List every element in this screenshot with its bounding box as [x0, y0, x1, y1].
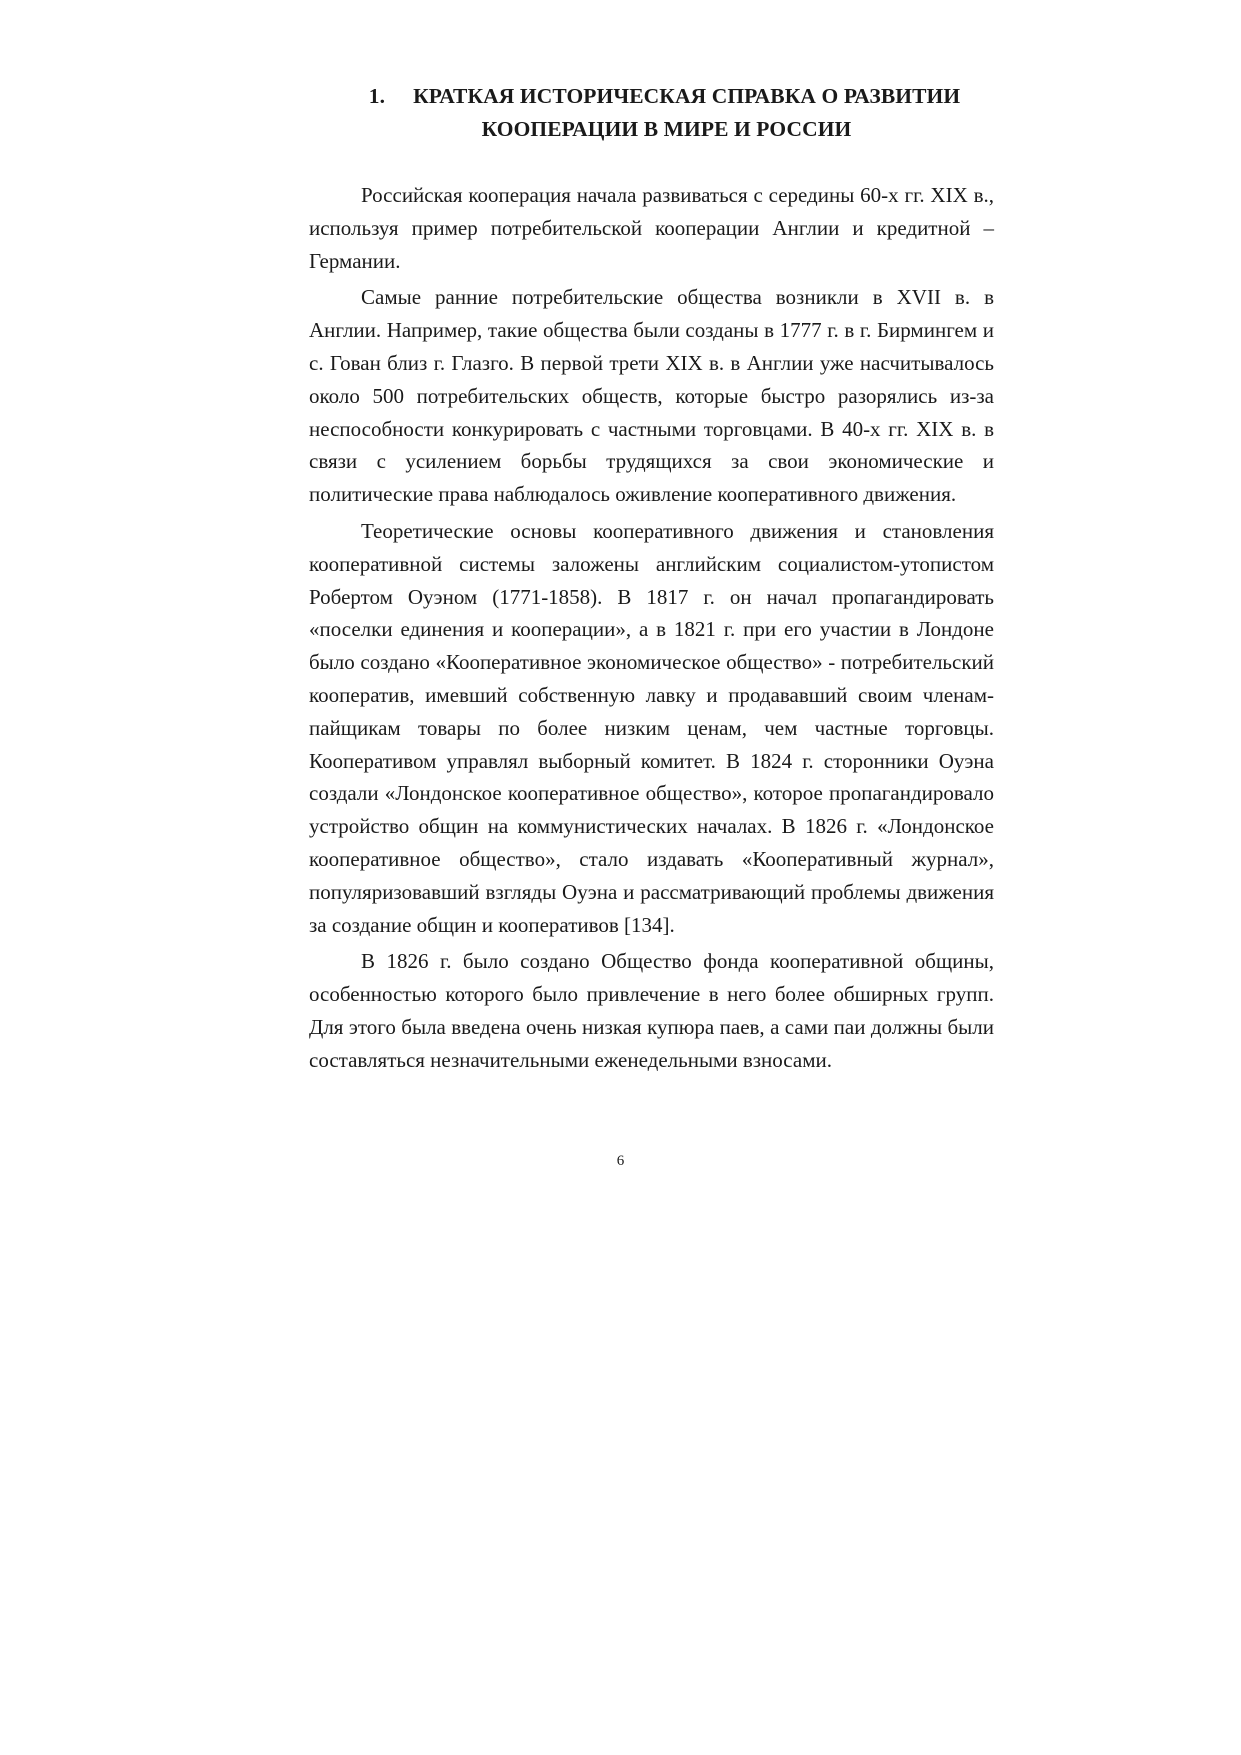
paragraph-3: Теоретические основы кооперативного движения и становления кооперативной системы заложены английским социалистом-утопистом Робертом Оуэном (1771-1858). В 1817 г. он начал пропагандировать «поселки единения и кооперации», а в 1821 г. при его участии в Лондоне было создано «Кооперативное экономическое общество» - потребительский кооператив, имевший собственную лавку и продававший своим членам-пайщикам товары по более низким ценам, чем частные торговцы. Кооперативом управлял выборный комитет. В 1824 г. сторонники Оуэна создали «Лондонское кооперативное общество», которое пропагандировало устройство общин на коммунистических началах. В 1826 г. «Лондонское кооперативное общество», стало издавать «Кооперативный журнал», популяризовавший взгляды Оуэна и рассматривающий проблемы движения за создание общин и кооперативов [134].	[309, 518, 994, 937]
section-title-part-1: КРАТКАЯ ИСТОРИЧЕСКАЯ СПРАВКА О РАЗВИТИИ	[413, 84, 961, 108]
paragraph-1: Российская кооперация начала развиваться с середины 60-х гг. XIX в., используя пример потребительской кооперации Англии и кредитной – Германии.	[309, 183, 994, 273]
document-page	[309, 80, 994, 1081]
page-number: 6	[616, 1153, 625, 1169]
paragraph-4: В 1826 г. было создано Общество фонда кооперативной общины, особенностью которого было привлечение в него более обширных групп. Для этого была введена очень низкая купюра паев, а сами паи должны были составляться незначительными еженедельными взносами.	[309, 949, 994, 1072]
paragraph-2: Самые ранние потребительские общества возникли в XVII в. в Англии. Например, такие общества были созданы в 1777 г. в г. Бирмингем и с. Гован близ г. Глазго. В первой трети XIX в. в Англии уже насчитывалось около 500 потребительских обществ, которые быстро разорялись из-за неспособности конкурировать с частными торговцами. В 40-х гг. XIX в. в связи с усилением борьбы трудящихся за свои экономические и политические права наблюдалось оживление кооперативного движения.	[309, 285, 994, 507]
section-number: 1.	[368, 84, 386, 108]
section-title-part-2: КООПЕРАЦИИ В МИРЕ И РОССИИ	[481, 117, 852, 141]
section-heading-line-1	[309, 80, 994, 113]
section-heading	[309, 80, 994, 146]
